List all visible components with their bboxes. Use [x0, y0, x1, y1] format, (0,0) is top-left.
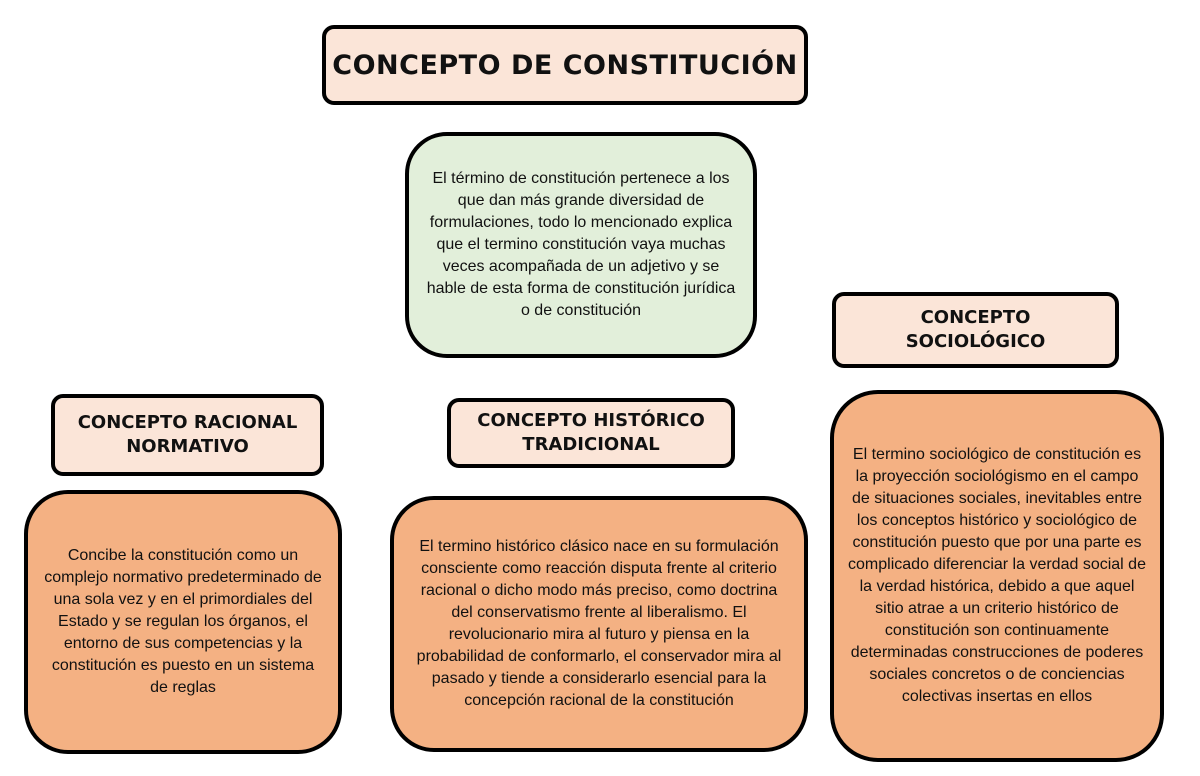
racional-title-box: [51, 394, 324, 476]
historico-content-box: [390, 496, 808, 752]
racional-title: CONCEPTO RACIONAL NORMATIVO: [77, 412, 298, 457]
historico-title: CONCEPTO HISTÓRICO TRADICIONAL: [477, 410, 705, 455]
sociologico-text: El termino sociológico de constitución es la proyección sociológismo en el campo de situaciones sociales, inevitables entre los conceptos histórico y sociológico de constitución puesto que por una parte es complicado diferenciar la verdad social de la verdad histórica, debido a que aquel sitio atrae a un criterio histórico de constitución son continuamente determinadas construcciones de poderes sociales concretos o de conciencias colectivas insertas en ellos: [848, 446, 1146, 705]
racional-text: Concibe la constitución como un complejo normativo predeterminado de una sola vez y en el primordiales del Estado y se regulan los órganos, el entorno de sus competencias y la constitución es puesto en un sistema de reglas: [44, 547, 322, 696]
main-title-box: [322, 25, 808, 105]
intro-box: [405, 132, 757, 358]
historico-title-box: [447, 398, 735, 468]
main-title: CONCEPTO DE CONSTITUCIÓN: [332, 49, 798, 81]
sociologico-content-box: [830, 390, 1164, 762]
racional-content-box: [24, 490, 342, 754]
intro-text: El término de constitución pertenece a los que dan más grande diversidad de formulaciones, todo lo mencionado explica que el termino constitución vaya muchas veces acompañada de un adjetivo y se hable de esta forma de constitución jurídica o de constitución: [426, 170, 736, 319]
sociologico-title-box: [832, 292, 1119, 368]
sociologico-title: CONCEPTO SOCIOLÓGICO: [905, 307, 1046, 352]
historico-text: El termino histórico clásico nace en su formulación consciente como reacción disputa frente al criterio racional o dicho modo más preciso, como doctrina del conservatismo frente al liberalismo. El revolucionario mira al futuro y piensa en la probabilidad de conformarlo, el conservador mira al pasado y tiende a considerarlo esencial para la concepción racional de la constitución: [416, 538, 782, 709]
